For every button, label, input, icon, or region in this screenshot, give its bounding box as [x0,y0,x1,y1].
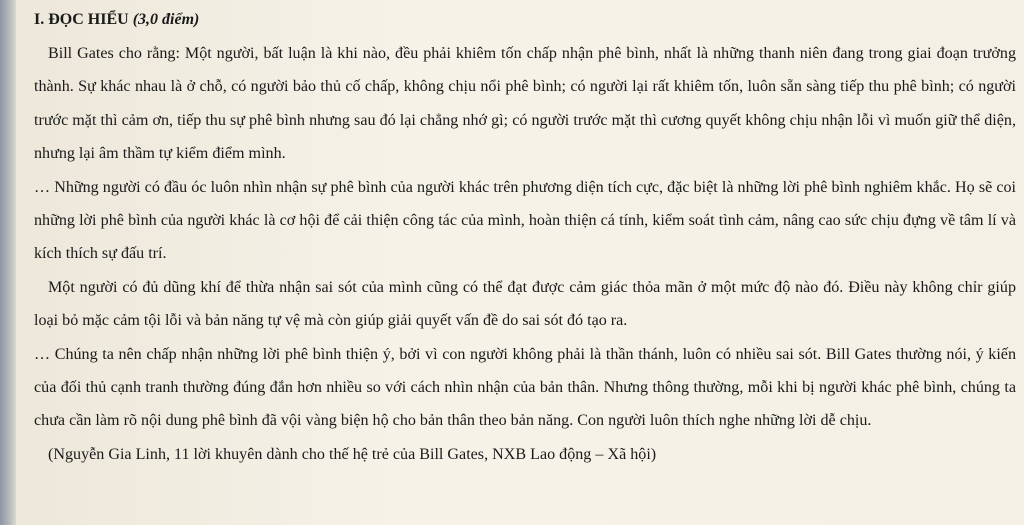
paragraph-3: Một người có đủ dũng khí để thừa nhận sai sót của mình cũng có thể đạt được cảm giác thỏa mãn ở một mức độ nào đó. Điều này không chỉr giúp loại bỏ mặc cảm tội lỗi và bản năng tự vệ mà còn giúp giải quyết vấn đề do sai sót đó tạo ra. [34,278,1016,330]
section-heading [34,10,1016,30]
section-score: (3,0 điểm) [132,11,200,28]
paragraph-4: … Chúng ta nên chấp nhận những lời phê bình thiện ý, bởi vì con người không phải là thần thánh, luôn có nhiều sai sót. Bill Gates thường nói, ý kiến của đối thủ cạnh tranh thường đúng đắn hơn nhiều so với cách nhìn nhận của bản thân. Nhưng thông thường, mỗi khi bị người khác phê bình, chúng ta chưa cần làm rõ nội dung phê bình đã vội vàng biện hộ cho bản thân theo bản năng. Con người luôn thích nghe những lời dễ chịu. [34,345,1016,430]
document-content [34,10,1016,470]
source-citation: (Nguyễn Gia Linh, 11 lời khuyên dành cho thế hệ trẻ của Bill Gates, NXB Lao động – Xã hội) [48,445,657,463]
paragraph-1: Bill Gates cho rằng: Một người, bất luận là khi nào, đều phải khiêm tốn chấp nhận phê bình, nhất là những thanh niên đang trong giai đoạn trưởng thành. Sự khác nhau là ở chỗ, có người bảo thủ cố chấp, không chịu nổi phê bình; có người lại rất khiêm tốn, luôn sẵn sàng tiếp thu phê bình; có người trước mặt thì cảm ơn, tiếp thu sự phê bình nhưng sau đó lại chẳng nhớ gì; có người trước mặt thì cương quyết không chịu nhận lỗi vì muốn giữ thể diện, nhưng lại âm thầm tự kiểm điểm mình. [34,45,1016,163]
paragraph-2: … Những người có đầu óc luôn nhìn nhận sự phê bình của người khác trên phương diện tích cực, đặc biệt là những lời phê bình nghiêm khắc. Họ sẽ coi những lời phê bình của người khác là cơ hội để cải thiện công tác của mình, hoàn thiện cá tính, kiểm soát tình cảm, nâng cao sức chịu đựng về tâm lí và kích thích sự đấu trí. [34,178,1016,263]
page-left-edge [0,0,16,525]
section-title: I. ĐỌC HIỂU [34,11,129,28]
